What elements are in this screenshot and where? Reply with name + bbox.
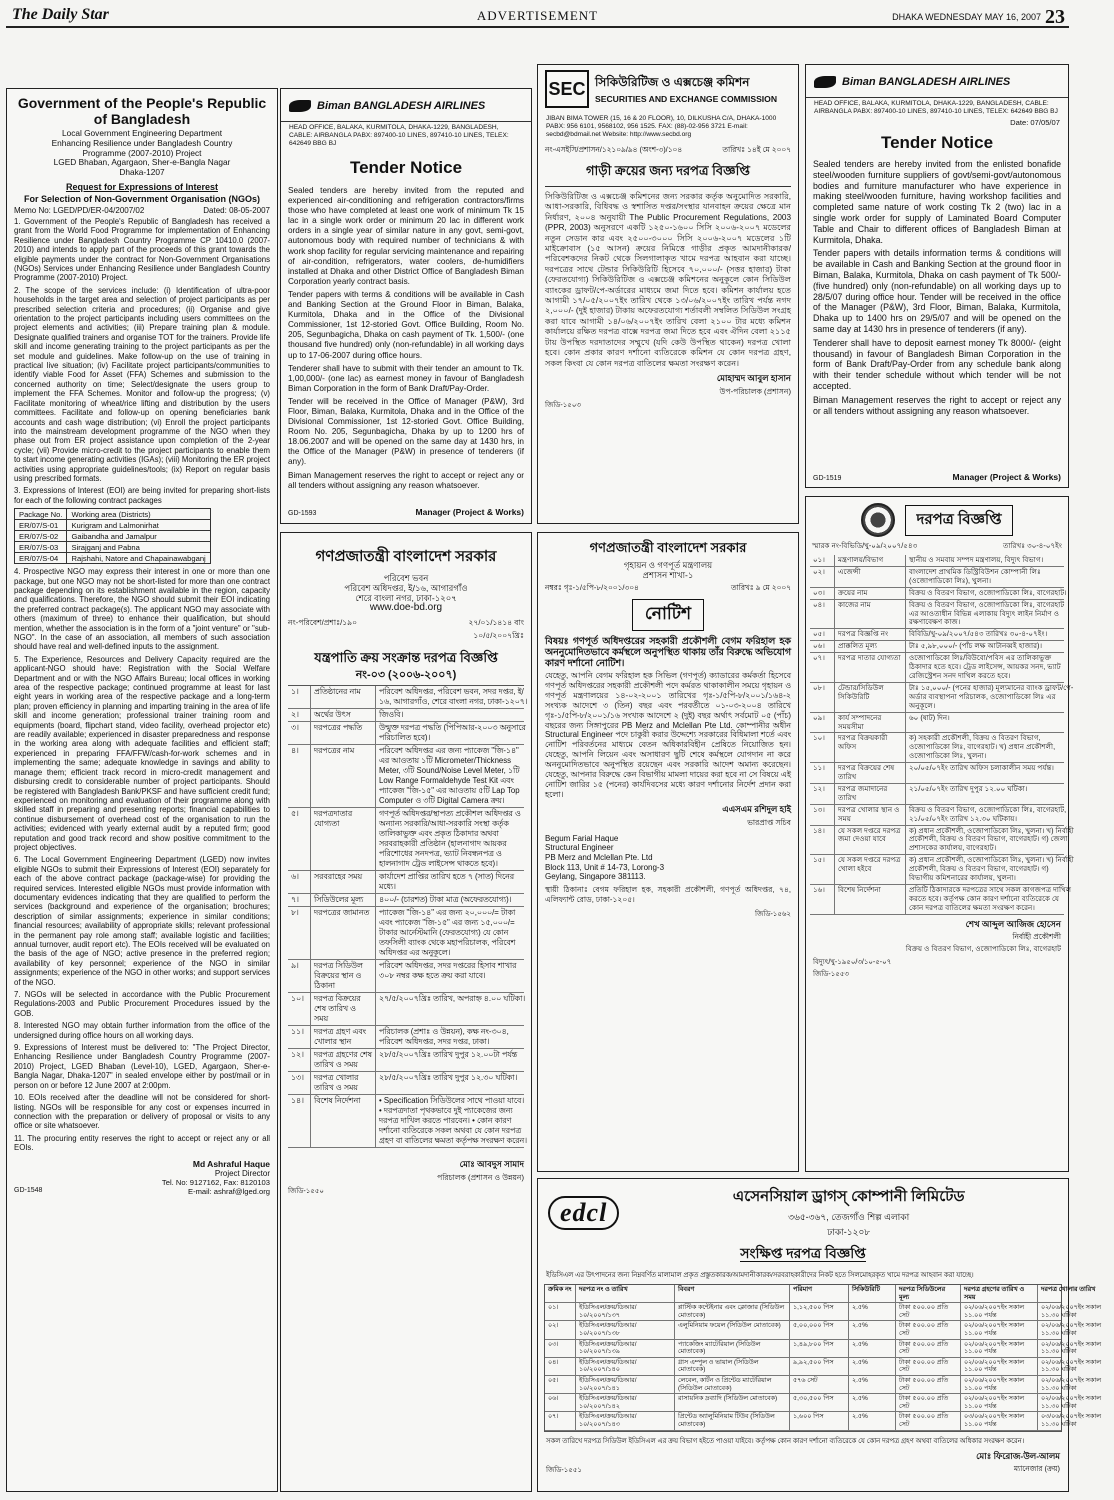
edcl-table-row: [545, 1394, 1101, 1412]
doe-table-row-cell: কার্যাদেশ প্রাপ্তির তারিখ হতে ৭ (সাত) দিনের মধ্যে।: [379, 872, 515, 891]
doe-sub: পরিবেশ ভবন পরিবেশ অধিদপ্তর, ই/১৬, আগারগাঁও শেরে বাংলা নগর, ঢাকা-১২০৭ www.doe-bd.org: [288, 573, 524, 613]
wzpdco-table-row-cell: বিক্রয় ও বিতরণ বিভাগ, ওজোপাডিকো লিঃ, বাগেরহাট।: [909, 587, 1067, 597]
doe-table-row-cell: জিওবি।: [379, 710, 404, 719]
doe-table-row-cell: দরপত্র সিডিউল বিক্রয়ের স্থান ও ঠিকানা: [311, 960, 376, 992]
sec-body: সিকিউরিটিজ ও এক্সচেঞ্জ কমিশনের জন্য সরকার কর্তৃক অনুমোদিত সরকারি, আধা-সরকারি, বিধিবদ্ধ ও স্বশাসিত দপ্তর/সংস্থার যানবাহন ক্রয়ের ক্ষেত্রে মান নির্ধারণ, ২০০৪ অনুযায়ী The Public Procurement Regulations, 2003 (PPR, 2003) অনুসরণে একটি ১২৫০-১৬০০ সিসি ২০০৬-২০০৭ মডেলের নতুন সেডান কার এবং ২৫০০-৩০০০ সিসি ২০০৬-২০০৭ মডেলের ১টি মাইক্রোবাস (১৫ আসন) ক্রয়ের নিমিত্তে গাড়ীর প্রকৃত আমদানীকারক/পরিবেশকদের নিকট থেকে সিলগালাকৃত খামে দরপত্র আহবান করা যাচ্ছে। দরপত্রের সাথে টেন্ডার সিকিউরিটি হিসেবে ৭০,০০০/- (সত্তর হাজার) টাকা (ফেরতযোগ্য) সিকিউরিটিজ ও এক্সচেঞ্জ কমিশনের অনুকূলে কোন সিডিউল ব্যাংকের ড্রাফট/পে-অর্ডারের মাধ্যমে জমা দিতে হবে। কমিশন কার্যালয় হতে আগামী ১৭/০৫/২০০৭ইং তারিখ থেকে ১৩/০৬/২০০৭ইং তারিখ পর্যন্ত নগদ ২,০০০/- (দুই হাজার) টাকায় অফেরতযোগ্য শর্তাবলী সম্বলিত সিডিউল সংগ্রহ করা যাবে আগামী ১৪/০৬/২০০৭ইং তারিখ বেলা ২১০০ টার মধ্যে কমিশন কার্যালয়ে রক্ষিত দরপত্র বাক্সে দরপত্র জমা দিতে হবে এবং ঐদিন বেলা ২১১৫ টায় উপস্থিত দরদাতাদের সম্মুখে (যদি কেউ উপস্থিত থাকেন) দরপত্র খোলা হবে। কোন প্রকার কারণ দর্শানো ব্যতিরেকে কমিশন যে কোন দরপত্র গ্রহণ, সকল কিংবা যে কোন দরপত্র বাতিলের ক্ষমতা সংরক্ষণ করেন।: [545, 192, 791, 368]
housing-heading: গণপ্রজাতন্ত্রী বাংলাদেশ সরকার: [589, 540, 747, 555]
edcl-table-row-cell: প্রিন্টেড অ্যালুমিনিয়াম টিউব (সিডিউল মোতাবেক): [675, 1412, 790, 1429]
wzpdco-table-row-cell: দরপত্র জমাদানের তারিখ: [835, 784, 906, 804]
edcl-table-row-cell: ২.৫%: [849, 1358, 896, 1375]
biman2-stork-icon: [814, 76, 836, 88]
edcl-table-row-cell: ০৩/০৬/২০০৭ইং সকাল ১১.৩০ ঘটিকা: [1041, 1413, 1101, 1428]
edcl-table-row-cell: ১,৬০০ পিস: [790, 1412, 849, 1429]
wzpdco-table-row-cell: ১০।: [810, 733, 835, 762]
edcl-table-row-cell: ০৩/০৬/২০০৭ইং সকাল ১১.০০ পর্যন্ত: [961, 1412, 1038, 1429]
edcl-table-row-cell: ০২/০৬/২০০৭ইং সকাল ১১.৩০ ঘটিকা: [1041, 1322, 1101, 1337]
edcl-table-row-cell: ০২/০৬/২০০৭ইং সকাল ১১.৩০ ঘটিকা: [1041, 1340, 1101, 1356]
lged-para-6: 6. The Local Government Engineering Department (LGED) now invites eligible NGOs to submit their Expressions of Interest (EOI) separately for each of the above contract package (package-wise) for providing the required services. Interested eligible NGOs must provide information with documentary evidences indicating that they are qualified to perform the services (background and experience of the organisation; brochures; description of similar assignments; experience in similar conditions; financial resources; availability of appropriate skills; relevant professional in the permanent pay role among staff; available logistic and facilities; annual turnover, audit report etc). The EOIs received will be evaluated on the basis of the age of NGO; active presence in the preferred region; availability of key personnel; experience of the NGO in similar assignments; experience of the NGO in other works; and support services of the NGO.: [14, 855, 270, 987]
wzpdco-table-row-cell: ক) প্রধান প্রকৌশলী, ওজোপাডিকো লিঃ, খুলনা। খ) নির্বাহী প্রকৌশলী, বিক্রয় ও বিতরণ বিভাগ, বাগেরহাট। গ) বিভাগীয় কমিশনারের কার্যালয়, খুলনা।: [909, 855, 1074, 883]
wzpdco-table-row-cell: বিবিডি/খু-০৯/২০০৭/৫৪৩ তারিখঃ ৩০-৪-০৭ইং।: [909, 629, 1048, 639]
wzpdco-table-row-cell: ২১/০৫/০৭ইং তারিখ দুপুর ১২.০০ ঘটিকা।: [909, 783, 1028, 793]
doe-table-row: [288, 722, 524, 745]
lged-heading: Government of the People's Republic of Bangladesh: [17, 95, 267, 127]
edcl-city: ঢাকা-১২০৮: [827, 1227, 871, 1237]
wzpdco-tender: [805, 496, 1074, 1172]
doe-table-row-cell: ৫।: [288, 808, 311, 870]
lged-para-8: 8. Interested NGO may obtain further information from the office of the undersigned during office hours on all working days.: [14, 1021, 270, 1040]
doe-table-row-cell: গণপূর্ত অধিদপ্তর/স্থাপত্য প্রকৌশল অধিদপ্তর ও অন্যান্য সরকারি/আধা-সরকারি সংস্থা কর্তৃক তালিকাভুক্ত এবং প্রকৃত ঠিকাদার অথবা সরবরাহকারী প্রতিষ্ঠান (হালনাগাদ আয়কর পরিশোধের সনদপত্র, ভ্যাট নিবন্ধনপত্র ও হালনাগাদ ট্রেড লাইসেন্স থাকতে হবে)।: [379, 809, 521, 868]
wzpdco-table-row-cell: বিশেষ নির্দেশনা: [835, 885, 906, 914]
edcl-table-row: [545, 1303, 1101, 1321]
biman-stork-icon: [289, 100, 311, 112]
wzpdco-table-row-cell: ১৪।: [810, 826, 835, 855]
wzpdco-table-row-cell: মন্ত্রণালয়/বিভাগ: [835, 555, 906, 566]
wzpdco-table-row-cell: ২০/০৫/০৭ইং তারিখ অফিস চলাকালীন সময় পর্যন্ত।: [909, 763, 1054, 773]
doe-table-row-cell: ৪।: [288, 745, 311, 807]
wzpdco-table-row-cell: ০৭।: [810, 653, 835, 682]
edcl-table-header-cell: সিকিউরিটি: [849, 1285, 896, 1302]
masthead: [6, 6, 1069, 28]
doe-table-row-cell: ১২।: [288, 1049, 311, 1071]
wzpdco-table-row-cell: ক) প্রধান প্রকৌশলী, ওজোপাডিকো লিঃ, খুলনা। খ) নির্বাহী প্রকৌশলী, বিক্রয় ও বিতরণ বিভাগ, বাগেরহাট। গ) জেলা প্রশাসকের কার্যালয়, বাগেরহাট।: [909, 825, 1074, 853]
wzpdco-table-row-cell: ০৮।: [810, 683, 835, 712]
edcl-table-row-cell: ০৭।: [545, 1412, 576, 1429]
doe-table-row-cell: ১৪।: [288, 1095, 311, 1147]
wzpdco-table-row-cell: দরপত্র বিক্রয়কারী অফিস: [835, 733, 906, 762]
housing-signature: এএসএম রশিদুল হাই ভারপ্রাপ্ত সচিব: [722, 803, 791, 827]
wzpdco-table-row-cell: বাংলাদেশ প্রাথমিক ডিস্ট্রিবিউশন কোম্পানী লিঃ (ওজোপাডিকো লিঃ), খুলনা।: [909, 566, 1041, 585]
lged-para-7: 7. NGOs will be selected in accordance with the Public Procurement Regulations-2003 and Public Procurement Procedures issued by the GOB.: [14, 990, 270, 1018]
edcl-table-row-cell: ২.৫%: [849, 1321, 896, 1338]
edcl-table-row-cell: ১,১২,৫০০ পিস: [790, 1303, 849, 1320]
doe-signature: মোঃ আবদুস সামাদ পরিচালক (প্রশাসন ও উন্নয়ন): [437, 1159, 524, 1182]
doe-table-row: [288, 745, 524, 808]
edcl-table-row-cell: ইডিসিএল/ক্রয়/ডিআর/১০/২০০৭/১৩৯: [576, 1340, 675, 1357]
housing-title: নোটিশ: [632, 599, 704, 631]
edcl-table-row-cell: ০২/০৬/২০০৭ইং সকাল ১১.০০ পর্যন্ত: [961, 1376, 1038, 1393]
edcl-table-row-cell: ইডিসিএল/ক্রয়/ডিআর/১০/২০০৭/১৪৩: [576, 1412, 675, 1429]
doe-table-row-cell: দরপত্র গ্রহণের শেষ তারিখ ও সময়: [311, 1049, 376, 1071]
housing-sub: গৃহায়ন ও গণপূর্ত মন্ত্রণালয় প্রশাসন শাখা-১: [623, 560, 713, 580]
housing-notice: [537, 532, 799, 1172]
edcl-table-row-cell: ০২/০৬/২০০৭ইং সকাল ১১.০০ পর্যন্ত: [961, 1303, 1038, 1320]
doe-table-row-cell: ৬।: [288, 871, 311, 893]
lged-packages-table: Package No. Working area (Districts) ER/07/S-01 Kurigram and Lalmonirhat ER/07/S-02 Gaibandha and Jamalpur ER/07/S-03 Sirajganj and Pabna ER/07/S-04 Rajshahi, Natore and Chapainawabganj: [14, 508, 211, 564]
wzpdco-table-row: [810, 804, 1067, 826]
doe-table-row-cell: প্রতিষ্ঠানের নাম: [311, 686, 376, 708]
wzpdco-table-row-cell: ০৪।: [810, 600, 835, 629]
doe-table-row-cell: দরপত্রের নাম: [311, 745, 376, 807]
wzpdco-table-row-cell: দরপত্র বিজ্ঞপ্তি নং: [835, 629, 906, 640]
wzpdco-table-row-cell: দরপত্র খোলার স্থান ও সময়: [835, 805, 906, 825]
edcl-table-header-cell: দরপত্র গ্রহণের তারিখ ও সময়: [961, 1285, 1038, 1302]
doe-table-row-cell: দরপত্র বিক্রয়ের শেষ তারিখ ও সময়: [311, 993, 376, 1025]
edcl-table-row: [545, 1340, 1101, 1358]
edcl-table-row-cell: ইডিসিএল/ক্রয়/ডিআর/১০/২০০৭/১৪১: [576, 1376, 675, 1393]
wzpdco-table-row-cell: ১৬।: [810, 885, 835, 914]
doe-table-row-cell: দরপত্রের পদ্ধতি: [311, 722, 376, 744]
edcl-table-header-cell: ক্রমিক নং: [545, 1285, 576, 1302]
wzpdco-table-row-cell: ০১।: [810, 555, 835, 566]
biman-p3: Tenderer shall have to submit with their tender an amount to Tk. 1,00,000/- (one lac) as earnest money in favour of Bangladesh Biman Corporation in the form of Bank Draft/Pay-Order.: [288, 363, 524, 393]
doe-table-row-cell: ২৮/৫/২০০৭খ্রিঃ তারিখ দুপুর ১২.০০টা পর্যন্ত: [379, 1050, 518, 1059]
doe-table-row-cell: পরিবেশ অধিদপ্তর এর জন্য প্যাকেজ "জি-১৪" এর আওতায় ১টি Micrometer/Thickness Meter, ৩টি Sound/Noise Level Meter, ১টি Low Range Formaldehyde Test Kit এবং প্যাকেজ "জি-১৫" এর আওতায় ৫টি Lap Top Computer ও ৩টি Digital Camera ক্রয়।: [379, 746, 520, 805]
lged-para-2: 2. The scope of the services include: (i) Identification of ultra-poor households in the target area and selection of project participants as per prescribed selection criteria and procedures; (ii) Organise and give orientation to the project participants including users committees on the project elements and activities; (iii) Prepare training plan & module. Designate qualified trainers and organise TOT for the trainers. Provide life skill and income generating training to the project participants as per the set module and guidelines. Make follow-up on the use of training in practical live situation; (iv) Facilitate project participants/communities to identify viable Food for Asset (FFA) Schemes and submission to the concerned authority on time; Select/designate the users group to implement the FFA Schemes. Monitor and follow-up the progress; (v) Facilitate monitoring of wheat/rice lifting and distribution by the users committees. Facilitate and follow-up on opening beneficiaries bank accounts and cash wage distribution; (vi) Enroll the project participants into the mainstream development programme of the NGO when they phase out from ER project assistance upon completion of the 2-year cycle; (vii) Provide micro-credit to the project participants to enable them to start income generating activities (IGAs); (viii) Monitoring the ER project activities using appropriate guidelines/tools; (ix) Report on regular basis using prescribed formats.: [14, 285, 270, 483]
edcl-table-header-cell: বিবরণ: [675, 1285, 790, 1302]
biman-signer: Manager (Project & Works): [415, 507, 524, 517]
biman2-signer: Manager (Project & Works): [952, 472, 1061, 482]
lged-para-3: 3. Expressions of Interest (EOI) are being invited for preparing short-lists for each of the following contract packages: [14, 486, 270, 505]
edcl-title: সংক্ষিপ্ত দরপত্র বিজ্ঞপ্তি: [740, 1245, 866, 1261]
edcl-table-row-cell: রাসায়নিক দ্রব্যাদি (সিডিউল মোতাবেক): [675, 1394, 790, 1411]
lged-code: GD-1548: [14, 1186, 43, 1194]
edcl-table: [544, 1284, 1101, 1432]
edcl-table-row-cell: ১,৪৯,৮০০ পিস: [790, 1340, 849, 1357]
wzpdco-table-row-cell: দরপত্র দাতার যোগ্যতা: [835, 653, 906, 682]
biman2-code: GD-1519: [813, 475, 842, 482]
wzpdco-table-row-cell: ৬০ (ষাট) দিন।: [909, 712, 950, 722]
sec-signature: মোহাম্মদ আবুল হাসান উপ-পরিচালক (প্রশাসন): [716, 372, 791, 396]
sec-ref-line: নং-এসইসি/প্রশাসন/১২১০৯/৯৪ (অংশ-৩)/১০৪ তারিখঃ ১৪ই মে ২০০৭: [545, 145, 791, 154]
edcl-table-row-cell: টাকা ৫০০.০০ প্রতি সেট: [896, 1412, 961, 1429]
wzpdco-table-row-cell: বিক্রয় ও বিতরণ বিভাগ, ওজোপাডিকো লিঃ, বাগেরহাট এর আওতাধীন বিভিন্ন এলাকায় বিদ্যুৎ লাইন নির্মাণ ও রক্ষণাবেক্ষণ কাজ।: [909, 599, 1065, 627]
edcl-table-row-cell: ০৪।: [545, 1358, 576, 1375]
edcl-table-row: [545, 1376, 1101, 1394]
doe-table-row-cell: ২।: [288, 709, 311, 721]
sec-logo-icon: SEC: [545, 70, 589, 108]
edcl-table-row-cell: এলুমিনিয়াম ফয়েল (সিডিউল মোতাবেক): [675, 1321, 790, 1338]
doe-table-row: [288, 894, 524, 907]
wzpdco-table-row-cell: ১৫।: [810, 855, 835, 884]
doe-table-row-cell: উন্মুক্ত দরপত্র পদ্ধতি (পিপিআর-২০০৩ অনুসারে পরিচালিত হবে)।: [379, 723, 526, 742]
lged-para-11: 11. The procuring entity reserves the right to accept or reject any or all EOIs.: [14, 1133, 270, 1153]
wzpdco-table: [806, 555, 1074, 915]
edcl-table-row-cell: টাকা ৫০০.০০ প্রতি সেট: [896, 1358, 961, 1375]
wzpdco-ref-line: স্মারক নং-বিভিডি/খু-০৯/২০০৭/৫৪৩ তারিখঃ ৩০-৪-০৭ইং: [812, 541, 1062, 550]
wzpdco-table-row-cell: টেন্ডার/সিডিউল সিকিউরিটি: [835, 683, 906, 712]
wzpdco-table-row: [810, 855, 1074, 885]
biman2-p2: Tender papers with details information terms & conditions will be available in Cash and Banking Section at the ground floor in Biman, Balaka, Kurmitola, Dhaka on cash payment of Tk 500/- (five hundred) only (non-refundable) on all working days up to 28/5/07 during office hour. Tender will be received in the office of the Manager (P&W), 3rd Floor, Biman, Balaka, Kurmitola, Dhaka up to 1400 hrs on 29/5/07 and will be opened on the same day at 1430 hrs in presence of tenderers (if any).: [813, 248, 1061, 334]
wzpdco-table-row: [810, 784, 1064, 805]
wzpdco-table-row-cell: ১২।: [810, 784, 835, 804]
lged-request: Request for Expressions of Interest: [65, 181, 219, 192]
edcl-name: এসেনসিয়াল ড্রাগস্ কোম্পানী লিমিটেড: [732, 1188, 965, 1205]
wzpdco-table-row: [810, 763, 1064, 784]
edcl-table-row-cell: ৫,৩০,৫০০ পিস: [790, 1394, 849, 1411]
wzpdco-table-row-cell: বিক্রয় ও বিতরণ বিভাগ, ওজোপাডিকো লিঃ, বাগেরহাট, ২১/০৫/০৭ইং তারিখ ১২.৩০ ঘটিকায়।: [909, 804, 1067, 823]
wzpdco-signature: শেখ আব্দুল আজিজ হোসেন নির্বাহী প্রকৌশলী বিক্রয় ও বিতরণ বিভাগ, ওজোপাডিকো লিঃ, বাগেরহাট: [905, 918, 1061, 953]
edcl-table-row-cell: টাকা ৫০০.০০ প্রতি সেট: [896, 1394, 961, 1411]
doe-table-row-cell: • Specification সিডিউলের সাথে পাওয়া যাবে। • দরপত্রদাতা পৃথকভাবে দুই প্যাকেজের জন্য দরপত্র দাখিল করতে পারবেন। • কোন কারণ দর্শানো ব্যতিরেকে সকল অথবা যে কোন দরপত্র গ্রহণ বা বাতিলের ক্ষমতা কর্তৃপক্ষ সংরক্ষণ করেন।: [379, 1096, 527, 1145]
edcl-table-row-cell: ০৫।: [545, 1376, 576, 1393]
wzpdco-table-row-cell: কার্য সম্পাদনের সময়সীমা: [835, 713, 906, 733]
biman2-tender-title: Tender Notice: [880, 133, 994, 152]
doe-title: যন্ত্রপাতি ক্রয় সংক্রান্ত দরপত্র বিজ্ঞপ্তি: [314, 650, 498, 665]
doe-heading: গণপ্রজাতন্ত্রী বাংলাদেশ সরকার: [315, 548, 497, 565]
biman-p1: Sealed tenders are hereby invited from the reputed and experienced air-conditioning and refrigeration contractors/firms those who have completed at least one work of minimum Tk 15 lac in a single work order or minimum 20 lac in different work orders in a single year of similar nature in any govt, semi-govt, autonomous body with required number of technicians & with work shop facility for regular servicing maintenance and repairing of air-condition, refrigerators, water coolers, de-humidifiers installed at Dhaka and other District Office of Bangladesh Biman Corporation yearly contract basis.: [288, 186, 524, 286]
lged-org: Local Government Engineering Department Enhancing Resilience under Bangladesh Country Programme (2007-2010) Project LGED Bhaban, Agargaon, Sher-e-Bangla Nagar Dhaka-1207: [51, 128, 233, 178]
doe-table-row-cell: ৩।: [288, 722, 311, 744]
doe-table-row: [288, 907, 524, 960]
edcl-table-row-cell: ৫৭৬ সেট: [790, 1376, 849, 1393]
edcl-table-header-cell: পরিমাণ: [790, 1285, 849, 1302]
edcl-table-row-cell: ২.৫%: [849, 1412, 896, 1429]
edcl-signature: মোঃ ফিরোজ-উল-আলম ম্যানেজার (ক্রয়): [976, 1450, 1060, 1473]
wzpdco-table-row-cell: ০২।: [810, 567, 835, 587]
biman-tender-ac: [280, 88, 532, 524]
lged-selection: For Selection of Non-Government Organisation (NGOs): [23, 193, 261, 204]
edcl-note: সকল তারিখে দরপত্র সিডিউল ইডিসিএল এর ক্রয় বিভাগ হইতে পাওয়া যাইবে। কর্তৃপক্ষ কোন কারণ দর্শানো ব্যতিরেকে যে কোন দরপত্র গ্রহণ অথবা বাতিলের অধিকার সংরক্ষণ করেন।: [546, 1437, 1025, 1445]
doe-table-row: [288, 1026, 524, 1049]
edcl-table-row-cell: ০২/০৬/২০০৭ইং সকাল ১১.৩০ ঘটিকা: [1041, 1304, 1101, 1319]
doe-table-row-cell: পরিচালক (প্রশাঃ ও উন্নয়ন), কক্ষ নং-৩০৪, পরিবেশ অধিদপ্তর, সদর দপ্তর, ঢাকা।: [379, 1027, 509, 1046]
doe-table-row: [288, 709, 524, 722]
doe-table-row-cell: পরিবেশ অধিদপ্তর, সদর দপ্তরের হিসাব শাখার ৩০৮ নম্বর কক্ষ হতে ক্রয় করা যাবে।: [379, 961, 517, 980]
biman2-address: HEAD OFFICE, BALAKA, KURMITOLA, DHAKA-1229, BANGLADESH, CABLE: AIRBANGLA PABX: 897400-10 LINES, 897410-10 LINES, TELEX: 642649 BBG BJ: [814, 100, 1058, 115]
biman-tender-furniture: [805, 64, 1069, 488]
wzpdco-table-row: [810, 885, 1072, 915]
edcl-table-row: [545, 1321, 1101, 1339]
housing-body: যেহেতু, আপনি বেগম ফরিহাল হক সিভিল (গণপূর্ত) ক্যাডারের কর্মকর্তা হিসেবে গণপূর্ত অধিদপ্তরের সহকারী প্রকৌশলী পদে কর্মরত থাকাকালীন সময়ে গৃহায়ন ও গণপূর্ত মন্ত্রণালয়ের ১৪-০২-২০০১ তারিখের গৃঃ-১/৫পি-৮/২০০১/১৬৪-২ সংখ্যক আদেশে ৩ (তিন) বছর এবং পরবর্তীতে ০১-০৩-২০০৪ তারিখে গৃঃ-১/৫পি-৮/২০০১/১৬ সংখ্যক আদেশে ২ (দুই) বছর অর্থাৎ সর্বমোট ০৫ (পাঁচ) বছরের জন্য সিঙ্গাপুরের PB Merz and Mclellan Pte Ltd. কোম্পানীর অধীন Structural Engineer পদে চাকুরী করার উদ্দেশ্যে সরকারের বিধিমালা শর্তে এবং নোটিশ পরিবর্তনের মাধ্যমে বেতন অধিকারবিহীন প্রেষিতে নিয়োজিত হন। যেহেতু, আপনি লিয়েন এবং অসাধারণ ছুটি শেষে কর্মস্থলে যোগদান না করে অননুমোদিতভাবে অনুপস্থিত রয়েছেন এবং সরকারি আদেশ অমান্য করেছেন। যেহেতু, আপনার বিরুদ্ধে কেন বিভাগীয় মামলা দায়ের করা হবে না সে বিষয়ে এই নোটিশ জারির ১৫ (পনের) কার্যদিবসের মধ্যে কারণ দর্শানোর নির্দেশ প্রদান করা হলো।: [545, 671, 791, 799]
wzpdco-title: দরপত্র বিজ্ঞপ্তি: [905, 505, 1012, 536]
lged-email: E-mail: ashraf@lged.org: [188, 1186, 270, 1196]
edcl-table-row-cell: ২.৫%: [849, 1376, 896, 1393]
biman-tender-title: Tender Notice: [349, 158, 463, 177]
biman-p2: Tender papers with terms & conditions will be available in Cash and Banking Section at the Ground Floor in Biman, Balaka, Kurmitola, Dhaka and in the Office of the Divisional Commissioner, 1st 12-storied Govt. Office Building, Room No. 205, Segunbagicha, Dhaka on cash payment of Tk. 1,500/- (one thousand five hundred) only (non-refundable) in all working days up to 17-06-2007 during office hours.: [288, 289, 524, 360]
edcl-table-row-cell: ২.৫%: [849, 1394, 896, 1411]
edcl-table-header-cell: দরপত্র সিডিউলের মূল্য: [896, 1285, 961, 1302]
wzpdco-table-row-cell: প্রাক্কলিত মূল্য: [835, 641, 906, 652]
lged-para-9: 9. Expressions of Interest must be delivered to: "The Project Director, Enhancing Resilience under Bangladesh Country Programme (2007-2010) Project, LGED Bhaban (Level-10), LGED, Agargaon, Sher-e-Bangla Nagar, Dhaka-1207" in sealed envelope either by post/mail or in person on or before 12 June 2007 at 2:00pm.: [14, 1043, 270, 1090]
wzpdco-table-row: [810, 653, 1064, 683]
edcl-table-header: [545, 1285, 1096, 1303]
doe-table-row-cell: দরপত্রের জামানত: [311, 907, 376, 959]
sec-address: JIBAN BIMA TOWER (15, 16 & 20 FLOOR), 10, DILKUSHA C/A, DHAKA-1000 PABX: 956 6101, 9568102, 956 1525. FAX: (88)-02-956 3721 E-mail: secbd@bdmail.net Website: http://www.secbd.org: [546, 115, 777, 138]
edcl-table-row-cell: ০২/০৬/২০০৭ইং সকাল ১১.৩০ ঘটিকা: [1041, 1395, 1101, 1410]
wzpdco-table-row: [810, 733, 1064, 763]
lged-para-1: 1. Government of the People's Republic of Bangladesh has received a grant from the World Food Programme for implementation of Enhancing Resilience under Bangladesh Country Programme CP 10410.0 (2007-2010) and intends to apply part of the proceeds of this grant towards the eligible payments under the contract for Non-Government Organisations (NGOs) Services under Enhancing Resilience under Bangladesh Country Programme (2007-2010) Project.: [14, 216, 270, 283]
wzpdco-table-row: [810, 567, 1064, 588]
edcl-table-row-cell: ০২/০৬/২০০৭ইং সকাল ১১.৩০ ঘটিকা: [1041, 1358, 1101, 1374]
edcl-table-header-cell: দরপত্র খোলার তারিখ: [1041, 1286, 1096, 1293]
doe-table-row-cell: প্যাকেজ "জি-১৪" এর জন্য ২০,০০০/= টাকা এবং প্যাকেজ "জি-১৫" এর জন্য ১৫,০০০/= টাকার আর্নেস্টমানি (ফেরতযোগ্য) যে কোন তফসিলী ব্যাংক থেকে মহাপরিচালক, পরিবেশ অধিদপ্তর এর অনুকূলে।: [379, 908, 516, 957]
housing-perm-address: স্থায়ী ঠিকানাঃ বেগম ফরিহাল হক, সহকারী প্রকৌশলী, গণপূর্ত অধিদপ্তর, ৭৪, এলিফ্যান্ট রোড, ঢাকা-১২০৫।: [545, 884, 791, 904]
edcl-tender: [537, 1178, 1101, 1492]
doe-table-row: [288, 1095, 527, 1148]
wzpdco-table-row: [810, 629, 1064, 641]
biman2-date: Date: 07/05/07: [1010, 118, 1060, 127]
wzpdco-table-row-cell: প্রতিটি ঠিকাদারকে দরপত্রের সাথে সকল কাগজপত্র দাখিল করতে হবে। কর্তৃপক্ষ কোন কারণ দর্শানো ব্যতিরেকে যে কোন দরপত্র বাতিলের ক্ষমতা সংরক্ষণ করেন।: [909, 885, 1072, 912]
wzpdco-table-row-cell: ০৯।: [810, 713, 835, 733]
lged-signature-block: Md Ashraful Haque Project Director Tel. No: 9127162, Fax: 8120103: [161, 1158, 270, 1187]
wzpdco-table-row: [810, 587, 1067, 600]
doe-table-row: [288, 808, 524, 871]
doe-table-row-cell: ১০।: [288, 993, 311, 1025]
wzpdco-codes: বিদ্যুৎ/খু-১৯৫০/৩/১০-৫-০৭ জিডি-১৫৫৩: [813, 958, 892, 978]
edcl-table-row: [545, 1358, 1101, 1376]
edcl-table-row-cell: ০২/০৬/২০০৭ইং সকাল ১১.০০ পর্যন্ত: [961, 1340, 1038, 1357]
doe-code: জিডি-১৫৫০: [288, 1188, 324, 1195]
lged-para-10: 10. EOIs received after the deadline will not be considered for short-listing. NGOs will be responsible for any cost or expenses incurred in connection with the preparation or delivery of proposal or visits to any office or site whatsoever.: [14, 1093, 270, 1131]
doe-table-row-cell: সিডিউলের মূল্য: [311, 894, 376, 906]
doe-table-row-cell: ১৩।: [288, 1072, 311, 1094]
housing-ref-line: নম্বরঃ গৃঃ-১/৫পি-৮/২০০১/৩০৪ তারিখঃ ৯ মে ২০০৭: [545, 583, 791, 592]
housing-subject: বিষয়ঃ গণপূর্ত অধিদপ্তরের সহকারী প্রকৌশলী বেগম ফরিহাল হক অননুমোদিতভাবে কর্মস্থলে অনুপস্থিত থাকায় তাঁর বিরুদ্ধে অভিযোগ কারণ দর্শানো নোটিশ।: [545, 635, 791, 668]
wzpdco-table-row-cell: কাজের নাম: [835, 600, 906, 629]
wzpdco-table-row: [810, 600, 1064, 630]
doe-table-row: [288, 960, 524, 993]
wzpdco-table-row-cell: যে সকল দপ্তরে দরপত্র জমা দেওয়া যাবে: [835, 826, 906, 855]
lged-para-4: 4. Prospective NGO may express their interest in one or more than one package, but one NGO may not be short-listed for more than one contract package depending on its establishment available in the region, capacity and qualifications. Therefore, the NGO should submit their EOI indicating the preferred contract package(s). The applicant NGO may associate with others (maximum of three) to enhance their qualification, but should mention, whether the association is in the form of a "joint venture" or "sub-NGO". In the case of an association, all members of such association should have real and well-defined inputs to the assignment.: [14, 567, 270, 652]
edcl-code: জিডি-১৫৫১: [546, 1466, 582, 1474]
edcl-table-row-cell: ইডিসিএল/ক্রয়/ডিআর/১০/২০০৭/১৪০: [576, 1358, 675, 1375]
doe-table-row-cell: ২৮/৫/২০০৭খ্রিঃ তারিখ দুপুর ১২.৩০ ঘটিকা।: [379, 1073, 518, 1082]
doe-table-row-cell: সরবরাহের সময়: [311, 871, 376, 893]
housing-code: জিডি-১৫৬২: [755, 910, 791, 918]
edcl-table-row-cell: টাকা ৫০০.০০ প্রতি সেট: [896, 1340, 961, 1357]
biman-p5: Biman Management reserves the right to accept or reject any or all tenders without assigning any reason whatsoever.: [288, 470, 524, 490]
edcl-table-row-cell: ০৩।: [545, 1340, 576, 1357]
edcl-table-row-cell: ২.৫%: [849, 1303, 896, 1320]
lged-eoi-ad: [6, 88, 278, 1492]
edcl-logo: edcl: [548, 1196, 619, 1230]
lged-memo-line: Memo No: LGED/PD/ER-04/2007/02 Dated: 08-05-2007: [14, 205, 270, 215]
section-title: ADVERTISEMENT: [476, 8, 599, 23]
doe-number: নং-০৩ (২০০৬-২০০৭): [355, 669, 457, 681]
biman-address: HEAD OFFICE, BALAKA, KURMITOLA, DHAKA-1229, BANGLADESH, CABLE: AIRBANGLA PABX: 897400-10 LINES, 897410-10 LINES, TELEX: 642649 BBG BJ: [289, 124, 509, 147]
edcl-table-header-cell: দরপত্র নং ও তারিখ: [576, 1285, 675, 1302]
wzpdco-table-row: [810, 682, 1074, 713]
page-number: 23: [1045, 6, 1065, 28]
wzpdco-table-row: [810, 641, 1064, 653]
wzpdco-table-row-cell: ক) সহকারী প্রকৌশলী, বিক্রয় ও বিতরণ বিভাগ, ওজোপাডিকো লিঃ, বাগেরহাট। খ) প্রধান প্রকৌশলী, ওজোপাডিকো লিঃ, খুলনা।: [909, 733, 1056, 761]
doe-table-row-cell: ৭।: [288, 894, 311, 906]
edcl-table-row-cell: লেবেল, কার্টন ও প্রিন্টেড ম্যাটেরিয়াল (সিডিউল মোতাবেক): [675, 1376, 790, 1393]
edcl-table-row-cell: ০২/০৬/২০০৭ইং সকাল ১১.০০ পর্যন্ত: [961, 1321, 1038, 1338]
doe-table-row: [288, 1072, 524, 1095]
doe-ref-line: নং-পরিবেশ/প্রশাঃ/১৯০ ২৭/০১/১৪১৪ বাং ১০/৫/২০০৭খ্রিঃ: [288, 618, 524, 640]
doe-website: www.doe-bd.org: [369, 602, 443, 613]
wzpdco-table-row-cell: এজেন্সী: [835, 567, 906, 587]
doe-table-row-cell: দরপত্রদাতার যোগ্যতা: [311, 808, 376, 870]
edcl-table-row-cell: ০২।: [545, 1321, 576, 1338]
edcl-table-row-cell: প্লাস্টিক কন্টেইনার এবং ক্লোজার (সিডিউল মোতাবেক): [675, 1303, 790, 1320]
edcl-table-row-cell: ০৬।: [545, 1394, 576, 1411]
wzpdco-table-row-cell: টাঃ ১৫,০০০/- (পনের হাজার) মূল্যমানের ব্যাংক ড্রাফট/পে-অর্ডার ব্যবস্থাপনা পরিচালক, ওজোপাডিকো লিঃ এর অনুকূলে।: [909, 682, 1074, 710]
doe-table-row-cell: দরপত্র খোলার তারিখ ও সময়: [311, 1072, 376, 1094]
biman-logo: Biman BANGLADESH AIRLINES: [281, 89, 531, 122]
doe-table-row-cell: বিশেষ নির্দেশনা: [311, 1095, 376, 1147]
biman-p4: Tender will be received in the Office of Manager (P&W), 3rd Floor, Biman, Balaka, Kurmitola, Dhaka and in the Office of the Divisional Commissioner, 1st 12-storied Govt. Office Building, Room No. 205, Segunbagicha, Dhaka by up to 1200 hrs of 18.06.2007 and will be opened on the same day at 1430 hrs, in the Office of the Manager (P&W) in presence of tenderers (if any).: [288, 396, 524, 467]
lged-para-5: 5. The Experience, Resources and Delivery Capacity required are the applicant-NGO should have: Registration with the Social Welfare Department and or with the NGO Affairs Bureau; local offices in working area of the respective package; continued programme at least for last eight years in working area of the respective package and a long-term plan; proven efficiency in planning and imparting training in the area of life skill and income generation; professional trainer training room and equipments (board, flipchart stand, video facility, overhead projector etc) are readily available; experienced in disaster preparedness and response in the working area along with adequate facilities and efficient staff; experienced in preparing FFA/FFW/cash-for-work schemes and in implementing the same; adequate knowledge in savings and ability to manage them; efficient track record in micro-credit management and disbursing credit to considerable number of project participants. Should be registered with Bangladesh Bank/PKSF and have sufficient credit fund; experienced on monitoring and evaluation of their programme along with skilled staff in preparing and presenting reports; financial capabilities to continue disbursement of overhead cost of the organisation to run the activities; evidenced with yearly external audit by a reputed firm; good reputation and good track record and show positive commitment to the project objectives.: [14, 654, 270, 852]
doe-table-row-cell: ৯।: [288, 960, 311, 992]
edcl-table-row-cell: ০২/০৬/২০০৭ইং সকাল ১১.০০ পর্যন্ত: [961, 1394, 1038, 1411]
doe-table: [288, 685, 528, 1148]
doe-table-row-cell: ২৭/৫/২০০৭খ্রিঃ তারিখ, অপরাহ্ন ৪.০০ ঘটিকা।: [379, 994, 526, 1003]
biman2-p4: Biman Management reserves the right to accept or reject any or all tenders without assigning any reason whatsoever.: [813, 394, 1061, 416]
biman2-p3: Tenderer shall have to deposit earnest money Tk 8000/- (eight thousand) in favour of Bangladesh Biman Corporation in the form of Bank Draft/Pay-Order from any schedule bank along with their tender schedule without which tender will be not accepted.: [813, 337, 1061, 391]
doe-table-row: [288, 1049, 524, 1072]
doe-tender-ad: [280, 532, 532, 1492]
edcl-intro: ইডিসিএল এর উৎপাদনের জন্য নিম্নবর্ণিত মালামাল প্রকৃত প্রস্তুতকারক/আমদানীকারক/সরবরাহকারীদের নিকট হতে সিলমোহরকৃত খামে দরপত্র আহবান করা যাচ্ছে।: [546, 1272, 974, 1279]
wzpdco-table-row-cell: ১৩।: [810, 805, 835, 825]
doe-table-row-cell: পরিবেশ অধিদপ্তর, পরিবেশ ভবন, সদর দপ্তর, ই/১৬, আগারগাঁও, শেরে বাংলা নগর, ঢাকা-১২০৭।: [379, 687, 528, 706]
wzpdco-table-row-cell: ক্রয়ের নাম: [835, 588, 906, 599]
wzpdco-table-row-cell: দরপত্র বিক্রয়ের শেষ তারিখ: [835, 763, 906, 783]
doe-table-row-cell: ১১।: [288, 1026, 311, 1048]
doe-table-row-cell: ৪০০/- (চারশত) টাকা মাত্র (অফেরতযোগ্য)।: [379, 895, 512, 904]
sec-title: গাড়ী ক্রয়ের জন্য দরপত্র বিজ্ঞপ্তি: [545, 162, 791, 187]
edcl-table-row-cell: ০১।: [545, 1303, 576, 1320]
wzpdco-table-row: [810, 555, 1064, 567]
doe-table-row: [288, 993, 524, 1026]
doe-table-row: [288, 686, 528, 709]
biman2-logo: Biman BANGLADESH AIRLINES: [806, 65, 1068, 98]
wzpdco-table-row-cell: ১১।: [810, 763, 835, 783]
wzpdco-table-row-cell: স্থানীয় ও সমবায় সম্পদ মন্ত্রণালয়, বিদ্যুৎ বিভাগ।: [909, 555, 1044, 564]
edcl-table-row-cell: ৯,৯২,৫০০ পিস: [790, 1358, 849, 1375]
edcl-table-row-cell: টাকা ৫০০.০০ প্রতি সেট: [896, 1321, 961, 1338]
doe-table-row-cell: দরপত্র গ্রহণ এবং খোলার স্থান: [311, 1026, 376, 1048]
sec-bn-name: সিকিউরিটিজ ও এক্সচেঞ্জ কমিশন: [595, 75, 750, 89]
edcl-table-row-cell: ইডিসিএল/ক্রয়/ডিআর/১০/২০০৭/১৩৭: [576, 1303, 675, 1320]
newspaper-name: The Daily Star: [12, 6, 109, 23]
edcl-table-row-cell: গ্লাস এম্পুল ও ভায়াল (সিডিউল মোতাবেক): [675, 1358, 790, 1375]
edcl-table-row-cell: ০২/০৬/২০০৭ইং সকাল ১১.০০ পর্যন্ত: [961, 1358, 1038, 1375]
sec-code: জিডি-১৫০৩: [545, 401, 581, 409]
wzpdco-table-row-cell: যে সকল দপ্তরে দরপত্র খোলা হইবে: [835, 855, 906, 884]
sec-vehicle-tender: [537, 64, 799, 524]
doe-table-row-cell: ১।: [288, 686, 311, 708]
doe-table-row: [288, 871, 524, 894]
wzpdco-table-row-cell: ওজোপাডিকো লিঃ/বিউবো/পবিস এর তালিকাভুক্ত ঠিকাদার হতে হবে। ট্রেড লাইসেন্স, আয়কর সনদ, ভ্যাট রেজিস্ট্রেশন সনদ দাখিল করতে হবে।: [909, 653, 1061, 680]
wzpdco-table-row: [810, 713, 1064, 734]
edcl-table-row-cell: ইডিসিএল/ক্রয়/ডিআর/১০/২০০৭/১৩৮: [576, 1321, 675, 1338]
wzpdco-table-row-cell: ০৩।: [810, 588, 835, 599]
edcl-table-row-cell: টাকা ৫০০.০০ প্রতি সেট: [896, 1376, 961, 1393]
wzpdco-table-row: [810, 825, 1074, 856]
edcl-table-row-cell: প্যাকেজিং ম্যাটেরিয়াল (সিডিউল মোতাবেক): [675, 1340, 790, 1357]
biman-code: GD-1593: [288, 510, 317, 517]
sec-en-name: SECURITIES AND EXCHANGE COMMISSION: [595, 94, 778, 104]
edcl-addr: ৩৬৫-৩৬৭, তেজগাঁও শিল্প এলাকা: [788, 1212, 910, 1222]
wzpdco-table-row-cell: টাঃ ৫,৯৮,০০০/- (পাঁচ লক্ষ আটানব্বই হাজার)।: [909, 641, 1043, 651]
housing-address: Begum Farial Haque Structural Engineer PB Merz and Mclellan Pte. Ltd Block 113, Unit # 14-73, Lorong-3 Geylang, Singapore 381113.: [545, 833, 665, 882]
dateline: DHAKA WEDNESDAY MAY 16, 2007 23: [892, 6, 1065, 28]
edcl-table-row-cell: ইডিসিএল/ক্রয়/ডিআর/১০/২০০৭/১৪২: [576, 1394, 675, 1411]
doe-table-row-cell: অর্থের উৎস: [311, 709, 376, 721]
wzpdco-table-row-cell: ০৫।: [810, 629, 835, 640]
doe-table-row-cell: ৮।: [288, 907, 311, 959]
edcl-table-row-cell: ০২/০৬/২০০৭ইং সকাল ১১.৩০ ঘটিকা: [1041, 1376, 1101, 1392]
edcl-table-row-cell: টাকা ৫০০.০০ প্রতি সেট: [896, 1303, 961, 1320]
wzpdco-seal-icon: [861, 503, 895, 537]
biman2-p1: Sealed tenders are hereby invited from the enlisted bonafide steel/wooden furniture suppliers of govt/semi-govt/autonomous bodies and furniture manufacturer who have experience in making steel/wooden furniture, having workshop facilities and completed same nature of work costing Tk 2 (two) lac in a single work order for supply of Laminated Board Computer Table and Chair to different offices of Bangladesh Biman at Kurmitola, Dhaka.: [813, 159, 1061, 245]
edcl-table-row-cell: ২.৫%: [849, 1340, 896, 1357]
edcl-table-row: [545, 1412, 1101, 1430]
edcl-table-row-cell: ৫,০০,০০০ পিস: [790, 1321, 849, 1338]
wzpdco-table-row-cell: ০৬।: [810, 641, 835, 652]
